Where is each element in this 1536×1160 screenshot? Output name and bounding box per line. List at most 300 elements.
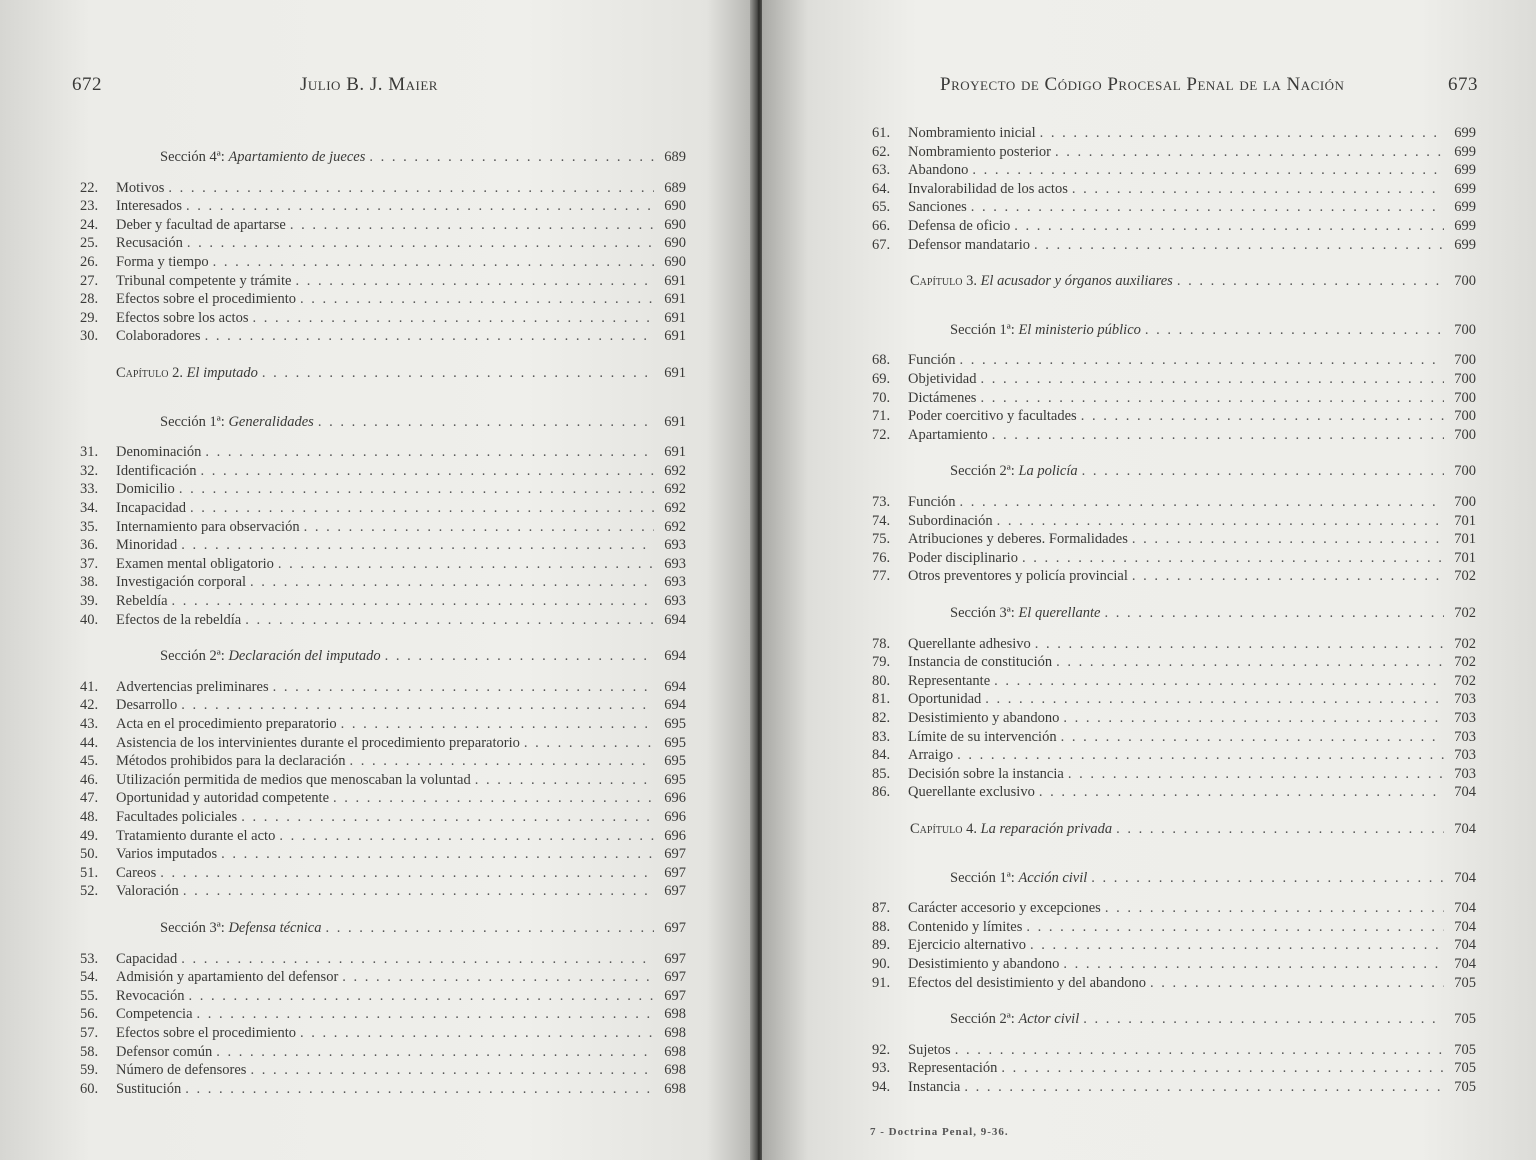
- section-heading: [950, 604, 1100, 623]
- article-title: Métodos prohibidos para la declaración: [116, 753, 346, 770]
- article-title: Admisión y apartamiento del defensor: [116, 969, 339, 986]
- toc-entry-item: [80, 1024, 686, 1043]
- leader-dots: [997, 512, 1444, 531]
- page-reference: 694: [664, 611, 686, 628]
- leader-dots: [1132, 530, 1444, 549]
- leader-dots: [183, 882, 654, 901]
- toc-entry-item: [80, 518, 686, 537]
- article-title: Nombramiento posterior: [908, 143, 1051, 160]
- toc-entry-item: [80, 327, 686, 346]
- right-page-number: 673: [1448, 74, 1478, 95]
- article-title: Varios imputados: [116, 846, 218, 863]
- toc-entry-item: [872, 549, 1476, 568]
- toc-entry-item: [872, 728, 1476, 747]
- section-title: El querellante: [1018, 605, 1101, 621]
- leader-dots: [250, 573, 654, 592]
- leader-dots: [1061, 728, 1444, 747]
- page-reference: 703: [1454, 691, 1476, 708]
- page-reference: 704: [1454, 918, 1476, 935]
- article-title: Contenido y límites: [908, 918, 1023, 935]
- leader-dots: [333, 789, 654, 808]
- toc-entry-section: [160, 148, 686, 167]
- toc-entry-item: [80, 789, 686, 808]
- leader-dots: [1081, 407, 1444, 426]
- article-title: Recusación: [116, 235, 183, 252]
- toc-entry-item: [872, 1059, 1476, 1078]
- leader-dots: [1072, 180, 1444, 199]
- article-number: 80.: [872, 672, 891, 689]
- article-title: Límite de su intervención: [908, 728, 1057, 745]
- toc-entry-item: [872, 918, 1476, 937]
- toc-entry-item: [80, 1005, 686, 1024]
- leader-dots: [181, 950, 654, 969]
- article-number: 45.: [80, 753, 99, 770]
- article-title: Instancia de constitución: [908, 654, 1053, 671]
- article-title: Decisión sobre la instancia: [908, 765, 1064, 782]
- article-title: Otros preventores y policía provincial: [908, 568, 1128, 585]
- article-title: Minoridad: [116, 537, 178, 554]
- article-title: Colaboradores: [116, 328, 201, 345]
- article-number: 57.: [80, 1025, 99, 1041]
- article-number: 90.: [872, 956, 891, 972]
- section-heading: [160, 919, 321, 938]
- article-title: Efectos sobre el procedimiento: [116, 1025, 296, 1041]
- toc-entry-chapter: [910, 820, 1476, 839]
- leader-dots: [369, 148, 654, 167]
- page-reference: 690: [664, 235, 686, 252]
- article-title: Efectos de la rebeldía: [116, 611, 242, 628]
- page-reference: 697: [664, 969, 686, 986]
- page-reference: 702: [1454, 605, 1476, 621]
- leader-dots: [1105, 899, 1444, 918]
- article-number: 73.: [872, 494, 891, 510]
- article-title: Identificación: [116, 462, 197, 479]
- toc-entry-chapter: [910, 272, 1476, 291]
- section-title: Apartamiento de jueces: [228, 149, 366, 165]
- section-label: Sección 2ª:: [160, 648, 225, 665]
- article-number: 49.: [80, 827, 99, 844]
- page-reference: 705: [1454, 1079, 1476, 1095]
- toc-entry-item: [872, 407, 1476, 426]
- toc-entry-item: [80, 179, 686, 198]
- toc-entry-item: [80, 443, 686, 462]
- article-number: 72.: [872, 426, 891, 443]
- toc-entry-section: [160, 919, 686, 938]
- article-title: Invalorabilidad de los actos: [908, 180, 1068, 197]
- leader-dots: [205, 443, 654, 462]
- article-number: 62.: [872, 143, 891, 160]
- toc-entry-item: [872, 236, 1476, 255]
- article-number: 43.: [80, 716, 99, 732]
- page-reference: 705: [1454, 1060, 1476, 1077]
- leader-dots: [245, 611, 654, 630]
- leader-dots: [1116, 820, 1444, 839]
- page-reference: 691: [664, 291, 686, 308]
- leader-dots: [304, 518, 654, 537]
- leader-dots: [1150, 974, 1444, 993]
- toc-entry-item: [872, 351, 1476, 370]
- leader-dots: [1063, 709, 1444, 728]
- page-reference: 696: [664, 809, 686, 825]
- leader-dots: [992, 426, 1444, 445]
- page-reference: 704: [1454, 937, 1476, 954]
- page-reference: 700: [1454, 408, 1476, 425]
- article-title: Abandono: [908, 162, 969, 179]
- leader-dots: [350, 752, 654, 771]
- article-title: Nombramiento inicial: [908, 125, 1036, 141]
- article-title: Advertencias preliminares: [116, 678, 269, 695]
- chapter-label: Capítulo 4.: [910, 821, 977, 837]
- toc-entry-section: [160, 413, 686, 432]
- article-number: 65.: [872, 199, 891, 216]
- toc-entry-chapter: [116, 364, 686, 383]
- toc-entry-item: [872, 974, 1476, 993]
- toc-entry-item: [80, 290, 686, 309]
- page-reference: 699: [1454, 218, 1476, 234]
- toc-entry-item: [872, 530, 1476, 549]
- page-reference: 700: [1454, 389, 1476, 406]
- toc-entry-item: [80, 234, 686, 253]
- article-title: Sujetos: [908, 1041, 951, 1058]
- leader-dots: [300, 290, 654, 309]
- article-title: Careos: [116, 864, 157, 881]
- leader-dots: [972, 161, 1444, 180]
- toc-entry-item: [80, 715, 686, 734]
- toc-entry-item: [872, 690, 1476, 709]
- article-title: Defensa de oficio: [908, 218, 1011, 234]
- chapter-heading: [910, 820, 1112, 839]
- leader-dots: [172, 592, 654, 611]
- article-title: Objetividad: [908, 371, 977, 387]
- article-title: Efectos sobre los actos: [116, 309, 249, 326]
- article-title: Motivos: [116, 179, 165, 196]
- toc-entry-item: [80, 752, 686, 771]
- page-reference: 691: [664, 365, 686, 381]
- article-title: Facultades policiales: [116, 809, 238, 825]
- leader-dots: [221, 845, 654, 864]
- page-reference: 704: [1454, 784, 1476, 801]
- leader-dots: [985, 690, 1444, 709]
- toc-entry-item: [80, 968, 686, 987]
- article-title: Poder coercitivo y facultades: [908, 408, 1077, 425]
- leader-dots: [300, 1024, 654, 1043]
- leader-dots: [980, 389, 1444, 408]
- page-reference: 704: [1454, 956, 1476, 972]
- article-number: 61.: [872, 125, 891, 141]
- article-title: Función: [908, 352, 956, 369]
- section-heading: [950, 462, 1078, 481]
- section-label: Sección 3ª:: [160, 920, 225, 936]
- chapter-title: El acusador y órganos auxiliares: [980, 273, 1173, 290]
- article-number: 46.: [80, 771, 99, 788]
- section-label: Sección 1ª:: [950, 869, 1015, 886]
- section-heading: [160, 148, 365, 167]
- article-number: 79.: [872, 654, 891, 671]
- toc-entry-item: [80, 1061, 686, 1080]
- page-reference: 692: [664, 500, 686, 516]
- leader-dots: [186, 197, 654, 216]
- chapter-label: Capítulo 3.: [910, 273, 977, 290]
- toc-entry-item: [80, 864, 686, 883]
- article-number: 30.: [80, 328, 99, 345]
- article-title: Incapacidad: [116, 500, 187, 516]
- page-reference: 699: [1454, 162, 1476, 179]
- article-number: 36.: [80, 537, 99, 554]
- page-reference: 695: [664, 716, 686, 732]
- leader-dots: [1063, 955, 1444, 974]
- section-title: Generalidades: [228, 413, 314, 430]
- leader-dots: [475, 771, 654, 790]
- section-label: Sección 4ª:: [160, 149, 225, 165]
- article-title: Deber y facultad de apartarse: [116, 216, 286, 233]
- left-page: [0, 0, 752, 1160]
- page-reference: 698: [664, 1080, 686, 1097]
- article-number: 92.: [872, 1041, 891, 1058]
- article-number: 89.: [872, 937, 891, 954]
- article-title: Internamiento para observación: [116, 518, 300, 535]
- toc-entry-item: [80, 678, 686, 697]
- page-reference: 693: [664, 537, 686, 554]
- article-number: 48.: [80, 809, 99, 825]
- article-number: 28.: [80, 291, 99, 308]
- toc-entry-item: [80, 1080, 686, 1099]
- page-reference: 693: [664, 555, 686, 572]
- page-reference: 701: [1454, 549, 1476, 566]
- toc-entry-item: [80, 611, 686, 630]
- page-reference: 699: [1454, 180, 1476, 197]
- article-number: 41.: [80, 678, 99, 695]
- article-number: 23.: [80, 198, 99, 215]
- article-number: 83.: [872, 728, 891, 745]
- article-title: Número de defensores: [116, 1062, 247, 1079]
- toc-entry-item: [80, 987, 686, 1006]
- section-label: Sección 2ª:: [950, 463, 1015, 480]
- article-number: 35.: [80, 518, 99, 535]
- article-number: 47.: [80, 790, 99, 807]
- leader-dots: [216, 1043, 654, 1062]
- toc-entry-item: [872, 370, 1476, 389]
- page-reference: 702: [1454, 635, 1476, 652]
- toc-entry-item: [872, 746, 1476, 765]
- toc-entry-item: [872, 1078, 1476, 1097]
- article-title: Investigación corporal: [116, 574, 247, 591]
- page-reference: 689: [664, 179, 686, 196]
- article-title: Desistimiento y abandono: [908, 956, 1060, 972]
- article-number: 76.: [872, 549, 891, 566]
- page-reference: 700: [1454, 352, 1476, 369]
- leader-dots: [160, 864, 654, 883]
- leader-dots: [1040, 124, 1444, 143]
- page-reference: 698: [664, 1006, 686, 1023]
- leader-dots: [1083, 1010, 1444, 1029]
- article-title: Competencia: [116, 1006, 193, 1023]
- right-running-head: Proyecto de Código Procesal Penal de la Nación: [940, 74, 1345, 95]
- article-number: 68.: [872, 352, 891, 369]
- chapter-title: El imputado: [186, 365, 258, 381]
- page-reference: 698: [664, 1025, 686, 1041]
- page-reference: 692: [664, 518, 686, 535]
- page-reference: 701: [1454, 512, 1476, 529]
- toc-entry-item: [80, 197, 686, 216]
- page-reference: 699: [1454, 199, 1476, 216]
- article-number: 39.: [80, 593, 99, 609]
- page-reference: 704: [1454, 821, 1476, 837]
- toc-entry-item: [80, 480, 686, 499]
- toc-entry-item: [872, 567, 1476, 586]
- page-reference: 693: [664, 593, 686, 609]
- toc-entry-item: [80, 499, 686, 518]
- toc-entry-item: [872, 899, 1476, 918]
- toc-entry-item: [872, 161, 1476, 180]
- leader-dots: [1104, 604, 1444, 623]
- article-title: Sanciones: [908, 199, 967, 216]
- page-reference: 696: [664, 827, 686, 844]
- chapter-heading: [116, 364, 258, 383]
- toc-entry-item: [80, 462, 686, 481]
- page-reference: 700: [1454, 371, 1476, 387]
- leader-dots: [279, 827, 654, 846]
- article-title: Capacidad: [116, 950, 178, 967]
- page-reference: 690: [664, 198, 686, 215]
- page-reference: 700: [1454, 273, 1476, 290]
- toc-entry-item: [80, 216, 686, 235]
- leader-dots: [205, 327, 654, 346]
- leader-dots: [181, 696, 654, 715]
- article-title: Valoración: [116, 883, 179, 900]
- toc-entry-item: [80, 734, 686, 753]
- article-number: 86.: [872, 784, 891, 801]
- leader-dots: [188, 987, 654, 1006]
- page-reference: 692: [664, 462, 686, 479]
- article-title: Apartamiento: [908, 426, 988, 443]
- leader-dots: [197, 1005, 654, 1024]
- article-number: 33.: [80, 481, 99, 498]
- toc-entry-item: [872, 765, 1476, 784]
- toc-entry-section: [950, 869, 1476, 888]
- article-title: Función: [908, 494, 956, 510]
- article-title: Sustitución: [116, 1080, 182, 1097]
- leader-dots: [290, 216, 654, 235]
- page-reference: 695: [664, 734, 686, 751]
- article-title: Representante: [908, 672, 991, 689]
- article-number: 40.: [80, 611, 99, 628]
- section-heading: [950, 869, 1087, 888]
- article-number: 53.: [80, 950, 99, 967]
- article-number: 59.: [80, 1062, 99, 1079]
- article-number: 58.: [80, 1043, 99, 1060]
- article-number: 78.: [872, 635, 891, 652]
- section-heading: [160, 647, 381, 666]
- article-number: 70.: [872, 389, 891, 406]
- leader-dots: [964, 1078, 1444, 1097]
- leader-dots: [179, 480, 654, 499]
- toc-entry-item: [80, 696, 686, 715]
- page-reference: 691: [664, 328, 686, 345]
- page-reference: 700: [1454, 463, 1476, 480]
- page-reference: 697: [664, 864, 686, 881]
- article-title: Rebeldía: [116, 593, 168, 609]
- page-reference: 705: [1454, 1011, 1476, 1028]
- page-reference: 698: [664, 1043, 686, 1060]
- toc-entry-item: [80, 808, 686, 827]
- toc-entry-item: [80, 555, 686, 574]
- toc-entry-item: [80, 309, 686, 328]
- article-title: Instancia: [908, 1079, 961, 1095]
- section-label: Sección 1ª:: [160, 413, 225, 430]
- article-number: 25.: [80, 235, 99, 252]
- toc-entry-item: [872, 783, 1476, 802]
- article-title: Subordinación: [908, 512, 993, 529]
- article-number: 24.: [80, 216, 99, 233]
- page-reference: 691: [664, 309, 686, 326]
- article-title: Acta en el procedimiento preparatorio: [116, 716, 337, 732]
- toc-entry-item: [872, 124, 1476, 143]
- leader-dots: [278, 555, 654, 574]
- article-title: Desarrollo: [116, 697, 178, 714]
- leader-dots: [1030, 936, 1444, 955]
- leader-dots: [960, 351, 1444, 370]
- toc-entry-item: [872, 426, 1476, 445]
- article-title: Tratamiento durante el acto: [116, 827, 276, 844]
- page-reference: 690: [664, 216, 686, 233]
- page-reference: 700: [1454, 426, 1476, 443]
- leader-dots: [241, 808, 654, 827]
- toc-entry-item: [872, 493, 1476, 512]
- toc-entry-item: [872, 389, 1476, 408]
- section-title: El ministerio público: [1018, 321, 1141, 338]
- article-number: 22.: [80, 179, 99, 196]
- toc-entry-item: [872, 955, 1476, 974]
- article-number: 26.: [80, 254, 99, 270]
- section-heading: [160, 413, 314, 432]
- toc-entry-item: [80, 845, 686, 864]
- page-footer: 7 - Doctrina Penal, 9-36.: [870, 1126, 1009, 1138]
- chapter-label: Capítulo 2.: [116, 365, 183, 381]
- article-number: 84.: [872, 747, 891, 764]
- leader-dots: [957, 746, 1444, 765]
- article-title: Poder disciplinario: [908, 549, 1018, 566]
- leader-dots: [181, 536, 654, 555]
- article-title: Examen mental obligatorio: [116, 555, 274, 572]
- article-number: 63.: [872, 162, 891, 179]
- toc-entry-item: [80, 592, 686, 611]
- leader-dots: [1035, 635, 1444, 654]
- article-number: 55.: [80, 987, 99, 1004]
- article-title: Defensor mandatario: [908, 236, 1030, 253]
- article-number: 74.: [872, 512, 891, 529]
- leader-dots: [1132, 567, 1444, 586]
- page-reference: 695: [664, 771, 686, 788]
- toc-entry-item: [872, 709, 1476, 728]
- page-reference: 691: [664, 413, 686, 430]
- article-number: 81.: [872, 691, 891, 708]
- leader-dots: [252, 309, 654, 328]
- toc-entry-item: [80, 1043, 686, 1062]
- article-number: 37.: [80, 555, 99, 572]
- page-reference: 705: [1454, 1041, 1476, 1058]
- page-reference: 694: [664, 678, 686, 695]
- article-number: 75.: [872, 531, 891, 548]
- article-number: 54.: [80, 969, 99, 986]
- right-page: [762, 0, 1536, 1160]
- article-title: Domicilio: [116, 481, 175, 498]
- page-reference: 703: [1454, 710, 1476, 726]
- toc-entry-section: [950, 1010, 1476, 1029]
- toc-entry-item: [872, 635, 1476, 654]
- page-reference: 694: [664, 697, 686, 714]
- page-reference: 705: [1454, 974, 1476, 991]
- article-title: Forma y tiempo: [116, 254, 209, 270]
